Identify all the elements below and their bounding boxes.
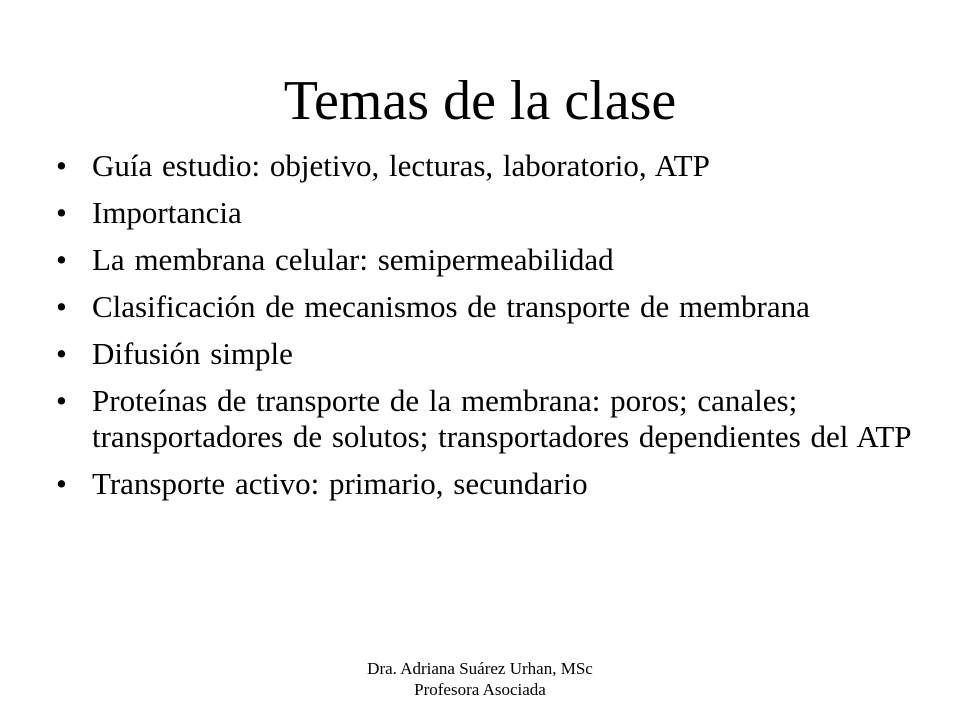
bullet-item [56, 383, 936, 455]
bullet-marker: • [56, 383, 67, 418]
bullet-item [56, 195, 936, 231]
slide-footer [0, 658, 960, 700]
bullet-text: Guía estudio: objetivo, lecturas, laboratorio, ATP [92, 148, 710, 183]
bullet-marker: • [56, 466, 67, 501]
bullet-item [56, 148, 936, 184]
bullet-marker: • [56, 336, 67, 371]
bullet-marker: • [56, 289, 67, 324]
bullet-marker: • [56, 195, 67, 230]
footer-author: Dra. Adriana Suárez Urhan, MSc [367, 659, 593, 678]
footer-position: Profesora Asociada [414, 680, 546, 699]
bullet-item [56, 289, 936, 325]
bullet-text: Difusión simple [92, 336, 293, 371]
slide-title: Temas de la clase [283, 70, 677, 132]
bullet-text: Proteínas de transporte de la membrana: poros; canales; transportadores de solutos; transportadores dependientes del ATP [92, 383, 912, 454]
bullet-list [56, 148, 936, 513]
bullet-marker: • [56, 242, 67, 277]
bullet-item [56, 336, 936, 372]
bullet-item [56, 242, 936, 278]
bullet-text: Transporte activo: primario, secundario [92, 466, 588, 501]
bullet-item [56, 466, 936, 502]
bullet-text: Clasificación de mecanismos de transporte de membrana [92, 289, 810, 324]
bullet-text: Importancia [92, 195, 242, 230]
bullet-marker: • [56, 148, 67, 183]
bullet-text: La membrana celular: semipermeabilidad [92, 242, 614, 277]
